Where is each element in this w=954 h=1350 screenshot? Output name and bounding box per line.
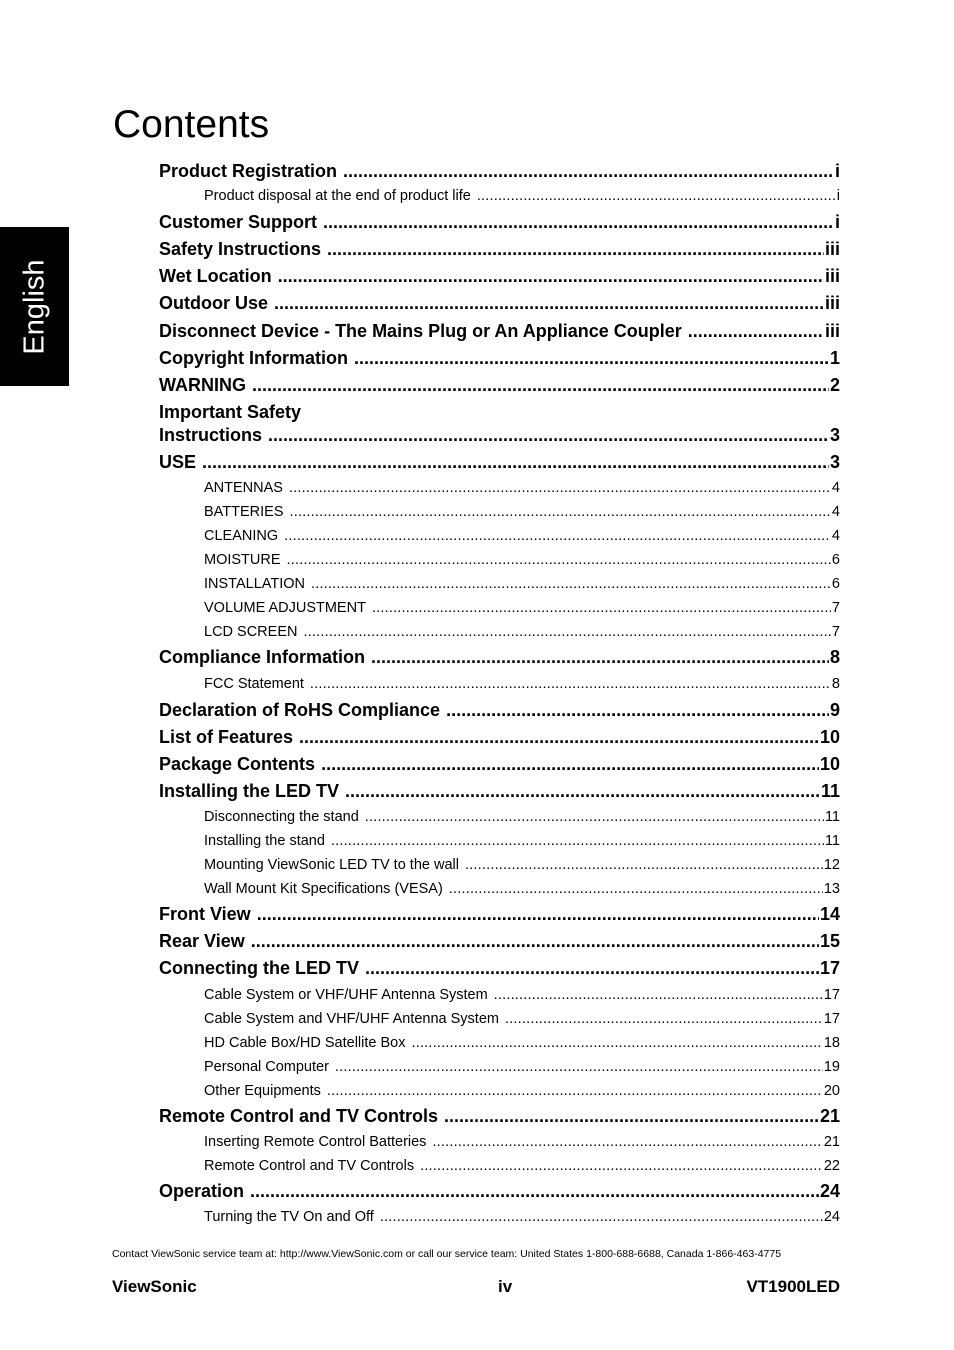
toc-entry-title: FCC Statement: [204, 676, 304, 692]
toc-entry-page: 1: [829, 348, 840, 368]
toc-dot-leader: [505, 1009, 823, 1029]
toc-dot-leader: [310, 674, 831, 694]
toc-dot-leader: [331, 831, 824, 851]
contact-info: Contact ViewSonic service team at: http://www.ViewSonic.com or call our service team: United States 1-800-688-6688, Canada 1-866-463-4775: [112, 1248, 782, 1260]
toc-entry[interactable]: [159, 902, 840, 926]
toc-entry-title: Rear View: [159, 931, 245, 951]
toc-entry-title: Other Equipments: [204, 1083, 321, 1099]
toc-dot-leader: [354, 346, 829, 370]
toc-entry-page: i: [836, 188, 840, 204]
toc-entry-page: 22: [823, 1158, 840, 1174]
toc-entry-title: Customer Support: [159, 212, 318, 232]
toc-entry-title: Outdoor Use: [159, 293, 269, 313]
toc-entry-page: 4: [831, 528, 840, 544]
footer-brand: ViewSonic: [112, 1277, 197, 1296]
toc-entry[interactable]: [159, 237, 840, 261]
toc-subentry[interactable]: [204, 526, 840, 546]
toc-entry[interactable]: [159, 319, 840, 343]
toc-entry-page: 24: [819, 1181, 840, 1201]
toc-entry-page: 4: [831, 480, 840, 496]
toc-entry-page: iii: [824, 321, 840, 341]
toc-entry-title: INSTALLATION: [204, 576, 305, 592]
toc-entry-title: Remote Control and TV Controls: [204, 1158, 415, 1174]
toc-dot-leader: [372, 598, 831, 618]
toc-entry-page: 19: [823, 1059, 840, 1075]
toc-subentry[interactable]: [204, 1081, 840, 1101]
toc-entry-title: Cable System and VHF/UHF Antenna System: [204, 1011, 499, 1027]
toc-entry[interactable]: [159, 159, 840, 183]
toc-heading: Important Safety: [159, 402, 302, 422]
toc-subentry[interactable]: [204, 550, 840, 570]
toc-entry-title: Operation: [159, 1181, 245, 1201]
toc-subentry[interactable]: [204, 1132, 840, 1152]
toc-entry[interactable]: [159, 346, 840, 370]
toc-entry-page: 17: [823, 987, 840, 1003]
toc-subentry[interactable]: [204, 1057, 840, 1077]
toc-entry-title: Mounting ViewSonic LED TV to the wall: [204, 857, 459, 873]
toc-entry-title: Instructions: [159, 425, 263, 445]
toc-entry-page: 11: [820, 781, 840, 801]
toc-entry-page: 3: [829, 452, 840, 472]
toc-entry-page: 7: [831, 624, 840, 640]
toc-dot-leader: [250, 1179, 819, 1203]
toc-dot-leader: [343, 159, 834, 183]
toc-entry[interactable]: [159, 450, 840, 474]
toc-dot-leader: [465, 855, 823, 875]
toc-dot-leader: [202, 450, 829, 474]
toc-entry[interactable]: [159, 929, 840, 953]
toc-entry-title: ANTENNAS: [204, 480, 283, 496]
toc-dot-leader: [303, 622, 830, 642]
toc-entry[interactable]: [159, 698, 840, 722]
toc-entry-page: 14: [819, 904, 840, 924]
toc-entry-title: Installing the LED TV: [159, 781, 340, 801]
toc-entry-page: 2: [829, 375, 840, 395]
toc-entry-page: 12: [823, 857, 840, 873]
toc-entry-page: 17: [823, 1011, 840, 1027]
toc-entry-page: 20: [823, 1083, 840, 1099]
toc-subentry[interactable]: [204, 186, 840, 206]
toc-subentry[interactable]: [204, 622, 840, 642]
toc-dot-leader: [257, 902, 819, 926]
toc-dot-leader: [290, 502, 831, 522]
toc-entry-title: Disconnect Device - The Mains Plug or An Appliance Coupler: [159, 321, 682, 341]
toc-entry[interactable]: [159, 752, 840, 776]
toc-entry-page: 8: [831, 676, 840, 692]
toc-entry-page: iii: [824, 266, 840, 286]
toc-entry-page: 7: [831, 600, 840, 616]
toc-dot-leader: [299, 725, 819, 749]
toc-entry-page: iii: [824, 293, 840, 313]
toc-entry[interactable]: [159, 210, 840, 234]
toc-entry-page: 9: [829, 700, 840, 720]
toc-entry-title: Inserting Remote Control Batteries: [204, 1134, 427, 1150]
toc-dot-leader: [251, 929, 819, 953]
toc-subentry[interactable]: [204, 879, 840, 899]
toc-entry-title: Remote Control and TV Controls: [159, 1106, 438, 1126]
toc-dot-leader: [284, 526, 831, 546]
toc-subentry[interactable]: [204, 502, 840, 522]
toc-dot-leader: [335, 1057, 823, 1077]
toc-subentry[interactable]: [204, 598, 840, 618]
toc-entry-page: 6: [831, 576, 840, 592]
toc-entry-title: Wet Location: [159, 266, 272, 286]
toc-subentry[interactable]: [204, 855, 840, 875]
toc-dot-leader: [477, 186, 836, 206]
toc-dot-leader: [365, 807, 824, 827]
toc-dot-leader: [380, 1207, 823, 1227]
toc-entry-title: Personal Computer: [204, 1059, 329, 1075]
toc-entry-title: Cable System or VHF/UHF Antenna System: [204, 987, 488, 1003]
toc-entry-title: Declaration of RoHS Compliance: [159, 700, 441, 720]
toc-entry-title: WARNING: [159, 375, 246, 395]
toc-entry-page: 21: [823, 1134, 840, 1150]
toc-entry-title: BATTERIES: [204, 504, 284, 520]
toc-dot-leader: [449, 879, 823, 899]
toc-entry-page: 13: [823, 881, 840, 897]
toc-entry[interactable]: [159, 956, 840, 980]
toc-entry-page: 3: [829, 425, 840, 445]
footer-model: VT1900LED: [746, 1277, 840, 1296]
toc-dot-leader: [278, 264, 824, 288]
toc-dot-leader: [432, 1132, 822, 1152]
toc-entry-title: Package Contents: [159, 754, 316, 774]
toc-entry[interactable]: [159, 725, 840, 749]
toc-dot-leader: [289, 478, 831, 498]
toc-dot-leader: [411, 1033, 822, 1053]
toc-entry-title: USE: [159, 452, 197, 472]
toc-subentry[interactable]: [204, 1207, 840, 1227]
toc-dot-leader: [446, 698, 829, 722]
toc-entry-title: Product disposal at the end of product life: [204, 188, 471, 204]
toc-entry-page: i: [834, 161, 840, 181]
toc-dot-leader: [494, 985, 823, 1005]
toc-entry-title: Safety Instructions: [159, 239, 322, 259]
toc-entry-title: Product Registration: [159, 161, 338, 181]
toc-entry[interactable]: [159, 645, 840, 669]
toc-entry-title: MOISTURE: [204, 552, 281, 568]
toc-entry[interactable]: [159, 423, 840, 447]
toc-entry-page: 11: [824, 809, 840, 825]
toc-dot-leader: [371, 645, 829, 669]
toc-entry-title: Turning the TV On and Off: [204, 1209, 374, 1225]
toc-entry-page: 15: [819, 931, 840, 951]
toc-entry-page: 11: [824, 833, 840, 849]
toc-entry-title: HD Cable Box/HD Satellite Box: [204, 1035, 406, 1051]
toc-entry-title: Installing the stand: [204, 833, 325, 849]
toc-entry-page: 21: [819, 1106, 840, 1126]
toc-dot-leader: [252, 373, 829, 397]
toc-dot-leader: [688, 319, 824, 343]
toc-dot-leader: [311, 574, 831, 594]
toc-entry-title: Disconnecting the stand: [204, 809, 359, 825]
toc-entry-page: 24: [823, 1209, 840, 1225]
toc-entry[interactable]: [159, 1179, 840, 1203]
toc-subentry[interactable]: [204, 1156, 840, 1176]
toc-entry-title: Front View: [159, 904, 251, 924]
toc-entry-page: i: [834, 212, 840, 232]
toc-subentry[interactable]: [204, 478, 840, 498]
toc-dot-leader: [327, 237, 824, 261]
toc-entry-title: Compliance Information: [159, 647, 366, 667]
toc-entry-title: CLEANING: [204, 528, 279, 544]
toc-entry-title: Wall Mount Kit Specifications (VESA): [204, 881, 443, 897]
toc-subentry[interactable]: [204, 674, 840, 694]
toc-entry-page: 10: [819, 727, 840, 747]
toc-entry-title: VOLUME ADJUSTMENT: [204, 600, 366, 616]
toc-entry-page: iii: [824, 239, 840, 259]
toc-entry-title: Connecting the LED TV: [159, 958, 359, 978]
toc-subentry[interactable]: [204, 807, 840, 827]
toc-entry-page: 18: [823, 1035, 840, 1051]
toc-entry[interactable]: [159, 373, 840, 397]
toc-entry-page: 8: [829, 647, 840, 667]
page-title: Contents: [113, 103, 270, 146]
toc-subentry[interactable]: [204, 985, 840, 1005]
toc-dot-leader: [327, 1081, 823, 1101]
toc-dot-leader: [274, 291, 824, 315]
toc-entry-title: List of Features: [159, 727, 294, 747]
toc-entry[interactable]: [159, 291, 840, 315]
toc-entry-page: 10: [819, 754, 840, 774]
toc-entry-title: Copyright Information: [159, 348, 348, 368]
toc-dot-leader: [323, 210, 834, 234]
footer-page-number: iv: [498, 1277, 513, 1296]
toc-dot-leader: [287, 550, 831, 570]
toc-entry-title: LCD SCREEN: [204, 624, 298, 640]
toc-entry-page: 4: [831, 504, 840, 520]
toc-subentry[interactable]: [204, 1009, 840, 1029]
toc-entry[interactable]: [159, 779, 840, 803]
toc-subentry[interactable]: [204, 1033, 840, 1053]
toc-entry[interactable]: [159, 264, 840, 288]
language-tab-label: English: [18, 258, 50, 355]
toc-dot-leader: [321, 752, 819, 776]
toc-entry[interactable]: [159, 1104, 840, 1128]
toc-entry-page: 17: [819, 958, 840, 978]
toc-subentry[interactable]: [204, 831, 840, 851]
toc-dot-leader: [365, 956, 819, 980]
toc-dot-leader: [420, 1156, 823, 1176]
toc-dot-leader: [345, 779, 820, 803]
toc-dot-leader: [268, 423, 829, 447]
toc-entry-page: 6: [831, 552, 840, 568]
toc-subentry[interactable]: [204, 574, 840, 594]
toc-dot-leader: [444, 1104, 819, 1128]
